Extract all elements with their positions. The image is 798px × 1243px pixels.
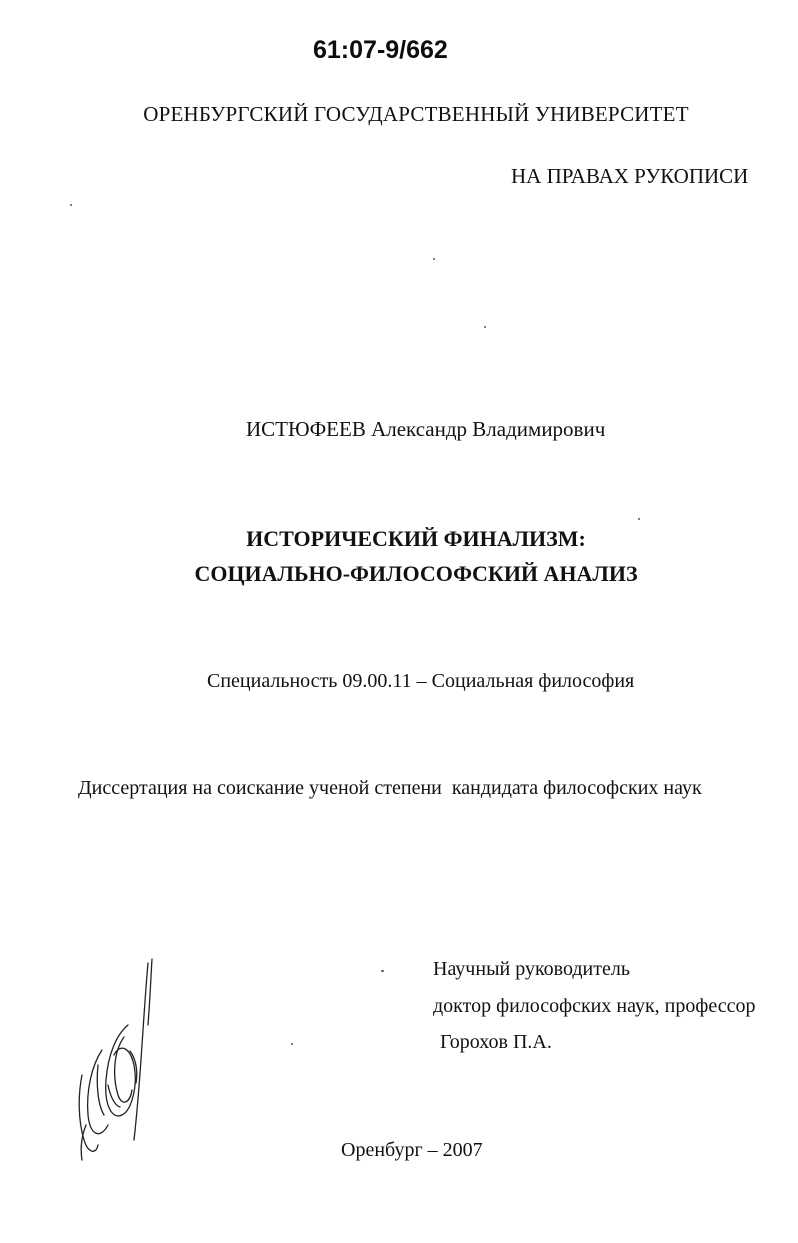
specialty-line: Специальность 09.00.11 – Социальная философия <box>207 670 635 692</box>
scan-speck <box>70 204 72 206</box>
scan-speck <box>638 518 640 520</box>
degree-line: Диссертация на соискание ученой степени кандидата философских наук <box>78 777 702 799</box>
scan-speck <box>381 970 384 972</box>
archive-stamp-code: 61:07-9/662 <box>313 36 448 64</box>
manuscript-rights-note: НА ПРАВАХ РУКОПИСИ <box>511 164 749 188</box>
author-name: ИСТЮФЕЕВ Александр Владимирович <box>246 417 606 441</box>
scan-speck <box>484 326 486 328</box>
scan-speck <box>291 1043 293 1045</box>
dissertation-title-line-1: ИСТОРИЧЕСКИЙ ФИНАЛИЗМ: <box>246 526 586 551</box>
dissertation-title-line-2: СОЦИАЛЬНО-ФИЛОСОФСКИЙ АНАЛИЗ <box>194 561 638 586</box>
supervisor-role: Научный руководитель <box>433 958 630 980</box>
supervisor-degree: доктор философских наук, профессор <box>433 995 756 1017</box>
supervisor-name: Горохов П.А. <box>440 1031 552 1053</box>
city-year: Оренбург – 2007 <box>341 1139 483 1161</box>
scan-speck <box>433 258 435 260</box>
handwritten-signature <box>68 955 168 1165</box>
university-name: ОРЕНБУРГСКИЙ ГОСУДАРСТВЕННЫЙ УНИВЕРСИТЕТ <box>143 102 689 126</box>
